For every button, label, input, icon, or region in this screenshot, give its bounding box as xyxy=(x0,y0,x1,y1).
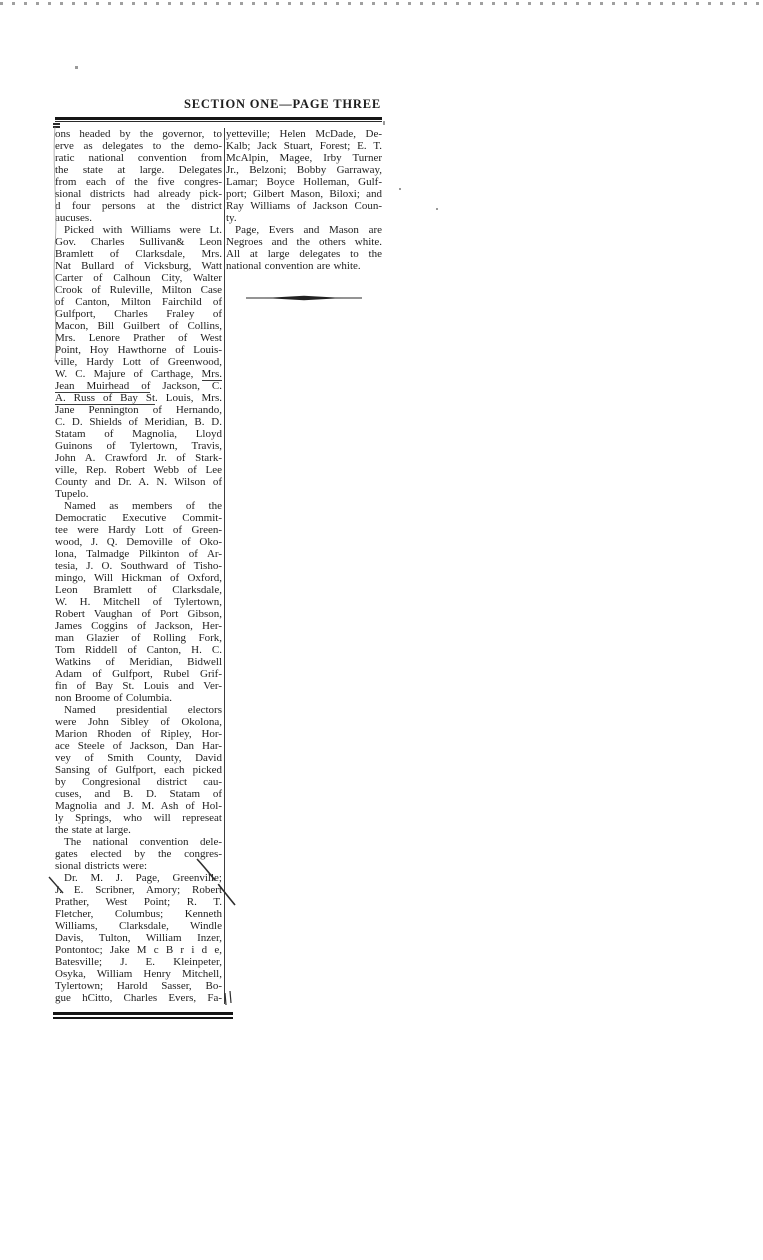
text-line: Pontontoc; Jake M c B r i d e, xyxy=(55,944,222,956)
text-line: Nat Bullard of Vicksburg, Watt xyxy=(55,260,222,272)
scan-speck xyxy=(383,121,385,125)
right-column xyxy=(226,128,382,272)
text-line: sional districts were: xyxy=(55,860,148,872)
text-line: gue hCitto, Charles Evers, Fa- xyxy=(55,992,222,1004)
pencil-underlined-text: Jean Muirhead of xyxy=(55,380,151,392)
text-line: d four persons at the district xyxy=(55,200,222,212)
text-line: Magnolia and J. M. Ash of Hol- xyxy=(55,800,222,812)
text-line: ville, Hardy Lott of Greenwood, xyxy=(55,356,222,368)
text-line: Carter of Calhoun City, Walter xyxy=(55,272,222,284)
scan-speck xyxy=(75,66,78,69)
header-double-rule xyxy=(55,117,382,122)
text-line: were John Sibley of Okolona, xyxy=(55,716,222,728)
text-line: Williams, Clarksdale, Windle xyxy=(55,920,222,932)
text-line: non Broome of Columbia. xyxy=(55,692,172,704)
text-line: Osyka, William Henry Mitchell, xyxy=(55,968,222,980)
text-line: Macon, Bill Guilbert of Collins, xyxy=(55,320,222,332)
text-line: tesia, J. O. Southward of Tisho- xyxy=(55,560,222,572)
perforation-dotted-line xyxy=(0,2,763,5)
paragraph xyxy=(55,128,222,224)
clipping-edge-mark xyxy=(53,123,60,128)
text-line: McAlpin, Magee, Irby Turner xyxy=(226,152,382,164)
section-header: SECTION ONE—PAGE THREE xyxy=(183,97,381,111)
text-line: Gov. Charles Sullivan& Leon xyxy=(55,236,222,248)
text-line: by Congresional district cau- xyxy=(55,776,222,788)
text-line: Statam of Magnolia, Lloyd xyxy=(55,428,222,440)
paragraph xyxy=(55,704,222,836)
text-line: Page, Evers and Mason are xyxy=(235,224,382,236)
left-column xyxy=(55,128,222,1004)
text-line: man Glazier of Rolling Fork, xyxy=(55,632,222,644)
paragraph xyxy=(55,872,222,1004)
text-line: Named presidential electors xyxy=(64,704,222,716)
paragraph xyxy=(55,224,222,500)
text-line: vey of Smith County, David xyxy=(55,752,222,764)
article-columns xyxy=(55,128,382,1004)
text-segment: . Louis, Mrs. xyxy=(155,392,222,404)
column-divider-rule xyxy=(224,128,225,1004)
text-line: Picked with Williams were Lt. xyxy=(64,224,222,236)
text-line: W. H. Mitchell of Tylertown, xyxy=(55,596,222,608)
text-line: tee were Hardy Lott of Green- xyxy=(55,524,222,536)
text-line: fin of Bay St. Louis and Ver- xyxy=(55,680,222,692)
text-line: Dr. M. J. Page, Greenville; xyxy=(64,872,222,884)
text-line: Lamar; Boyce Holleman, Gulf- xyxy=(226,176,382,188)
scan-speck xyxy=(399,188,401,190)
text-segment: W. C. Majure of Carthage, xyxy=(55,368,202,380)
text-line: Guinons of Tylertown, Travis, xyxy=(55,440,222,452)
text-line: C. D. Shields of Meridian, B. D. xyxy=(55,416,222,428)
paragraph xyxy=(55,836,222,872)
text-line: the state at large. Delegates xyxy=(55,164,222,176)
pencil-underlined-text: A. Russ of Bay St xyxy=(55,392,156,404)
text-line: ratic national convention from xyxy=(55,152,222,164)
text-line: Robert Vaughan of Port Gibson, xyxy=(55,608,222,620)
text-line: ly Springs, who will represeat xyxy=(55,812,222,824)
text-line: gates elected by the congres- xyxy=(55,848,222,860)
text-line: Crook of Ruleville, Milton Case xyxy=(55,284,222,296)
text-line: Negroes and the others white. xyxy=(226,236,382,248)
text-line: Gulfport, Charles Fraley of xyxy=(55,308,222,320)
text-line: national convention are white. xyxy=(226,260,361,272)
text-line: port; Gilbert Mason, Biloxi; and xyxy=(226,188,382,200)
text-line: Jr., Belzoni; Bobby Garraway, xyxy=(226,164,382,176)
text-line: lona, Talmadge Pilkinton of Ar- xyxy=(55,548,222,560)
text-line: ons headed by the governor, to xyxy=(55,128,222,140)
text-line: aucuses. xyxy=(55,212,92,224)
right-column-wrap xyxy=(226,128,382,298)
text-line: wood, J. Q. Demoville of Oko- xyxy=(55,536,222,548)
bottom-double-rule xyxy=(53,1012,233,1019)
text-line: Watkins of Meridian, Bidwell xyxy=(55,656,222,668)
text-line: Batesville; J. E. Kleinpeter, xyxy=(55,956,222,968)
text-line xyxy=(55,368,222,380)
paragraph xyxy=(226,128,382,224)
tapered-rule-icon xyxy=(246,295,362,301)
text-line: Marion Rhoden of Ripley, Hor- xyxy=(55,728,222,740)
text-line: Point, Hoy Hawthorne of Louis- xyxy=(55,344,222,356)
text-line: ty. xyxy=(226,212,237,224)
text-line xyxy=(55,392,222,404)
text-line: sional districts had already pick- xyxy=(55,188,222,200)
text-line: Tom Riddell of Canton, H. C. xyxy=(55,644,222,656)
text-line: erve as delegates to the demo- xyxy=(55,140,222,152)
text-line: Named as members of the xyxy=(64,500,222,512)
text-line: Leon Bramlett of Clarksdale, xyxy=(55,584,222,596)
newspaper-clipping xyxy=(55,97,382,1019)
text-line: mingo, Will Hickman of Oxford, xyxy=(55,572,222,584)
text-line: cuses, and B. D. Statam of xyxy=(55,788,222,800)
text-line: from each of the five congres- xyxy=(55,176,222,188)
text-line: County and Dr. A. N. Wilson of xyxy=(55,476,222,488)
scan-speck xyxy=(436,208,438,210)
text-line: Davis, Tulton, William Inzer, xyxy=(55,932,222,944)
text-line: Democratic Executive Commit- xyxy=(55,512,222,524)
text-line: ville, Rep. Robert Webb of Lee xyxy=(55,464,222,476)
text-line: Mrs. Lenore Prather of West xyxy=(55,332,222,344)
text-line: J. E. Scribner, Amory; Robert xyxy=(55,884,222,896)
text-line: Fletcher, Columbus; Kenneth xyxy=(55,908,222,920)
text-line: yetteville; Helen McDade, De- xyxy=(226,128,382,140)
text-line: Bramlett of Clarksdale, Mrs. xyxy=(55,248,222,260)
paragraph xyxy=(55,500,222,704)
paragraph xyxy=(226,224,382,272)
text-line: Sansing of Gulfport, each picked xyxy=(55,764,222,776)
end-divider xyxy=(246,292,362,298)
text-line: ace Steele of Jackson, Dan Har- xyxy=(55,740,222,752)
text-line: Kalb; Jack Stuart, Forest; E. T. xyxy=(226,140,382,152)
text-line: the state at large. xyxy=(55,824,131,836)
text-line: Jane Pennington of Hernando, xyxy=(55,404,222,416)
text-line: John A. Crawford Jr. of Stark- xyxy=(55,452,222,464)
text-line: Prather, West Point; R. T. xyxy=(55,896,222,908)
text-line: of Canton, Milton Fairchild of xyxy=(55,296,222,308)
text-line: Tylertown; Harold Sasser, Bo- xyxy=(55,980,222,992)
text-line: Ray Williams of Jackson Coun- xyxy=(226,200,382,212)
text-line: Tupelo. xyxy=(55,488,89,500)
text-line xyxy=(55,380,222,392)
text-segment: Jackson, C. xyxy=(150,380,222,392)
text-line: James Coggins of Jackson, Her- xyxy=(55,620,222,632)
pencil-underlined-text: Mrs. xyxy=(201,368,222,380)
text-line: The national convention dele- xyxy=(64,836,222,848)
text-line: Adam of Gulfport, Rubel Grif- xyxy=(55,668,222,680)
text-line: All at large delegates to the xyxy=(226,248,382,260)
